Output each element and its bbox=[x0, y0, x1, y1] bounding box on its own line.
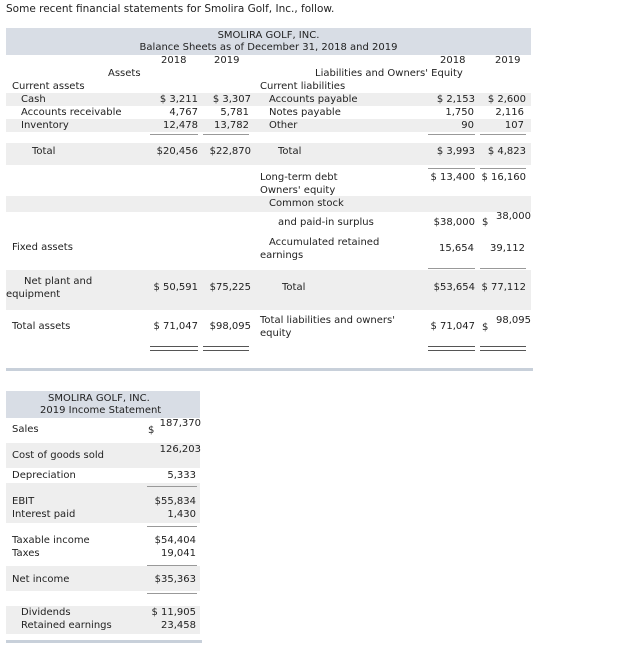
bs-current-assets-label: Current assets bbox=[12, 81, 85, 92]
bs-total-assets-2018: $ 71,047 bbox=[153, 321, 198, 332]
bs-company-name: SMOLIRA GOLF, INC. bbox=[217, 30, 320, 41]
is-dividends-value: $ 11,905 bbox=[151, 607, 196, 618]
bs-ap-label: Accounts payable bbox=[269, 94, 358, 105]
bs-oe-total-2019: $ 77,112 bbox=[481, 282, 526, 293]
bs-cl-total-2019: $ 4,823 bbox=[487, 146, 526, 157]
bs-re-2019: 39,112 bbox=[490, 243, 525, 254]
bs-cash-label: Cash bbox=[21, 94, 46, 105]
is-sales-label: Sales bbox=[12, 424, 39, 435]
bs-tle-2019-dollar: $ bbox=[482, 322, 489, 333]
bs-oe-label: Owners' equity bbox=[260, 185, 336, 196]
bs-ltd-2018: $ 13,400 bbox=[430, 172, 475, 183]
bs-inventory-2019: 13,782 bbox=[214, 120, 249, 131]
bs-assets-heading: Assets bbox=[108, 68, 141, 79]
bs-total-assets-label: Total assets bbox=[12, 321, 71, 332]
bs-oe-total-2018: $53,654 bbox=[433, 282, 475, 293]
bs-oe-total-label: Total bbox=[282, 282, 306, 293]
bs-assets-year-2019: 2019 bbox=[214, 55, 240, 66]
is-net-income-value: $35,363 bbox=[154, 574, 196, 585]
bs-cash-2019: $ 3,307 bbox=[212, 94, 251, 105]
bs-np-2018: 1,750 bbox=[445, 107, 474, 118]
bs-inventory-label: Inventory bbox=[21, 120, 69, 131]
bs-ltd-label: Long-term debt bbox=[260, 172, 338, 183]
is-cogs-label: Cost of goods sold bbox=[12, 450, 105, 461]
intro-text: Some recent financial statements for Smolira Golf, Inc., follow. bbox=[6, 3, 335, 15]
bs-ar-2018: 4,767 bbox=[169, 107, 198, 118]
bs-npe-label-2: equipment bbox=[6, 289, 61, 300]
bs-inventory-2018: 12,478 bbox=[163, 120, 198, 131]
bs-re-label-1: Accumulated retained bbox=[269, 237, 380, 248]
bs-np-label: Notes payable bbox=[269, 107, 341, 118]
is-title: 2019 Income Statement bbox=[40, 405, 162, 416]
bs-ar-label: Accounts receivable bbox=[21, 107, 122, 118]
bs-npe-label-1: Net plant and bbox=[24, 276, 93, 287]
is-depreciation-label: Depreciation bbox=[12, 470, 76, 481]
bs-ca-total-2018: $20,456 bbox=[156, 146, 198, 157]
bs-assets-year-2018: 2018 bbox=[161, 55, 187, 66]
bs-total-assets-2019: $98,095 bbox=[209, 321, 251, 332]
is-ebit-label: EBIT bbox=[12, 496, 35, 507]
is-ebit-value: $55,834 bbox=[154, 496, 196, 507]
bs-ap-2019: $ 2,600 bbox=[487, 94, 526, 105]
bs-cl-total-label: Total bbox=[278, 146, 302, 157]
is-retained-earnings-value: 23,458 bbox=[161, 620, 196, 631]
bs-tle-label-1: Total liabilities and owners' bbox=[260, 315, 395, 326]
is-taxes-label: Taxes bbox=[12, 548, 40, 559]
bs-cl-total-2018: $ 3,993 bbox=[436, 146, 475, 157]
bs-liab-year-2019: 2019 bbox=[495, 55, 521, 66]
is-taxable-income-value: $54,404 bbox=[154, 535, 196, 546]
bs-tle-2019: 98,095 bbox=[496, 315, 531, 326]
bs-other-2018: 90 bbox=[461, 120, 474, 131]
bs-re-label-2: earnings bbox=[260, 250, 304, 261]
bs-ca-total-2019: $22,870 bbox=[209, 146, 251, 157]
bs-tle-label-2: equity bbox=[260, 328, 292, 339]
is-company-name: SMOLIRA GOLF, INC. bbox=[48, 393, 150, 404]
is-net-income-label: Net income bbox=[12, 574, 70, 585]
bs-ar-2019: 5,781 bbox=[220, 107, 249, 118]
bs-other-2019: 107 bbox=[504, 120, 524, 131]
is-interest-label: Interest paid bbox=[12, 509, 76, 520]
bs-cash-2018: $ 3,211 bbox=[159, 94, 198, 105]
bs-re-2018: 15,654 bbox=[439, 243, 474, 254]
is-taxes-value: 19,041 bbox=[161, 548, 196, 559]
bs-title: Balance Sheets as of December 31, 2018 and 2019 bbox=[139, 42, 398, 53]
bs-cs-label-2: and paid-in surplus bbox=[278, 217, 374, 228]
is-cogs-value: 126,203 bbox=[159, 444, 201, 455]
is-dividends-label: Dividends bbox=[21, 607, 71, 618]
is-sales-dollar: $ bbox=[148, 425, 155, 436]
bs-cs-label-1: Common stock bbox=[269, 198, 344, 209]
bs-cs-2019-dollar: $ bbox=[482, 217, 489, 228]
bs-npe-2018: $ 50,591 bbox=[153, 282, 198, 293]
bs-tle-2018: $ 71,047 bbox=[430, 321, 475, 332]
bs-liabilities-heading: Liabilities and Owners' Equity bbox=[315, 68, 463, 79]
bs-cs-2018: $38,000 bbox=[433, 217, 475, 228]
bs-ca-total-label: Total bbox=[32, 146, 56, 157]
bs-other-label: Other bbox=[269, 120, 298, 131]
bs-ap-2018: $ 2,153 bbox=[436, 94, 475, 105]
bs-fixed-assets-label: Fixed assets bbox=[12, 242, 73, 253]
bs-liab-year-2018: 2018 bbox=[440, 55, 466, 66]
bs-ltd-2019: $ 16,160 bbox=[481, 172, 526, 183]
is-retained-earnings-label: Retained earnings bbox=[21, 620, 112, 631]
is-interest-value: 1,430 bbox=[167, 509, 196, 520]
bs-npe-2019: $75,225 bbox=[209, 282, 251, 293]
bs-cs-2019: 38,000 bbox=[496, 211, 531, 222]
bs-current-liab-label: Current liabilities bbox=[260, 81, 346, 92]
bs-np-2019: 2,116 bbox=[495, 107, 524, 118]
is-depreciation-value: 5,333 bbox=[167, 470, 196, 481]
is-sales-value: 187,370 bbox=[159, 418, 201, 429]
is-taxable-income-label: Taxable income bbox=[12, 535, 90, 546]
